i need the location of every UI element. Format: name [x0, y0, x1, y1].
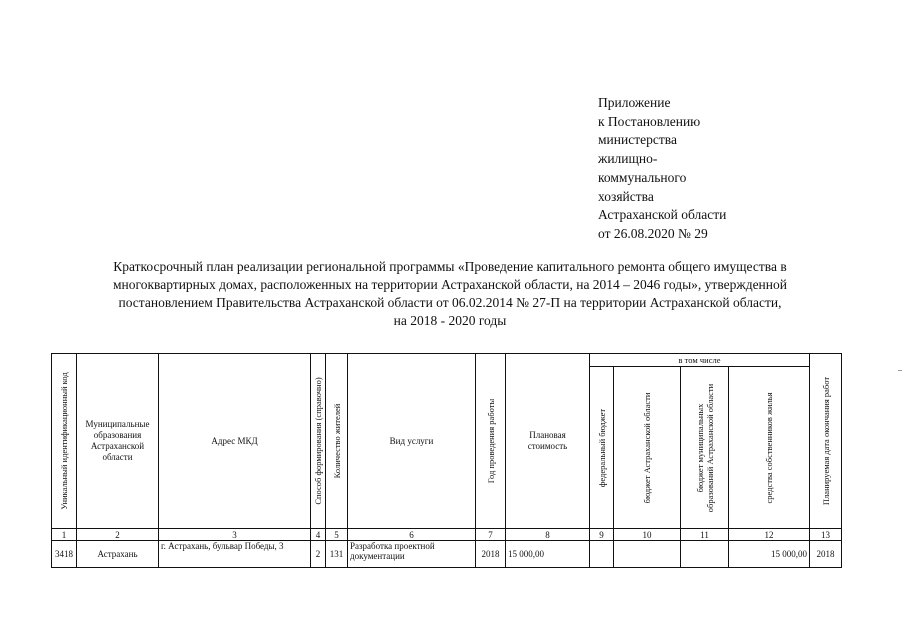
header-row — [52, 354, 842, 367]
cell-owners: 15 000,00 — [729, 541, 810, 568]
column-number: 9 — [590, 529, 614, 541]
header-end-date: Планируемая дата окончания работ — [810, 354, 842, 529]
column-number-row — [52, 529, 842, 541]
header-code: Уникальный идентификационный код — [52, 354, 77, 529]
header-regional: бюджет Астраханской области — [614, 367, 681, 529]
cell-regional — [614, 541, 681, 568]
appendix-line: министерства — [598, 132, 677, 148]
header-municipality: Муниципальные образования Астраханской области — [77, 354, 159, 529]
column-number: 13 — [810, 529, 842, 541]
column-number: 3 — [159, 529, 311, 541]
header-residents: Количество жителей — [326, 354, 348, 529]
cell-year: 2018 — [476, 541, 506, 568]
appendix-line: от 26.08.2020 № 29 — [598, 225, 708, 241]
appendix-line: Астраханской области — [598, 207, 727, 223]
cell-method: 2 — [311, 541, 326, 568]
appendix-line: к Постановлению — [598, 113, 701, 129]
column-number: 5 — [326, 529, 348, 541]
plan-table — [51, 353, 842, 568]
header-year: Год проведения работы — [476, 354, 506, 529]
cell-municipality: Астрахань — [77, 541, 159, 568]
appendix-line: хозяйства — [598, 188, 654, 204]
cell-code: 3418 — [52, 541, 77, 568]
column-number: 11 — [681, 529, 729, 541]
column-number: 12 — [729, 529, 810, 541]
header-method: Способ формирования (справочно) — [311, 354, 326, 529]
cell-residents: 131 — [326, 541, 348, 568]
header-service: Вид услуги — [348, 354, 476, 529]
cell-federal — [590, 541, 614, 568]
cell-cost: 15 000,00 — [506, 541, 590, 568]
cell-service: Разработка проектной документации — [348, 541, 476, 568]
appendix-line: Приложение — [598, 95, 671, 110]
appendix-line: жилищно- — [598, 151, 658, 167]
column-number: 2 — [77, 529, 159, 541]
header-owners: средства собственников жилья — [729, 367, 810, 529]
column-number: 1 — [52, 529, 77, 541]
scan-mark — [898, 370, 902, 371]
header-municipal: бюджет муниципальных образований Астраханской области — [681, 367, 729, 529]
title-line: многоквартирных домах, расположенных на территории Астраханской области, на 2014 – 2046 годы», утвержденной — [113, 277, 787, 292]
appendix-block — [598, 94, 798, 244]
title-line: Краткосрочный план реализации региональной программы «Проведение капитального ремонта общего имущества в — [113, 259, 787, 274]
header-cost: Плановая стоимость — [506, 354, 590, 529]
column-number: 10 — [614, 529, 681, 541]
document-title — [45, 258, 855, 330]
table-row — [52, 541, 842, 568]
column-number: 7 — [476, 529, 506, 541]
cell-municipal — [681, 541, 729, 568]
cell-end-date: 2018 — [810, 541, 842, 568]
header-address: Адрес МКД — [159, 354, 311, 529]
header-federal: федеральный бюджет — [590, 367, 614, 529]
column-number: 8 — [506, 529, 590, 541]
cell-address: г. Астрахань, бульвар Победы, 3 — [159, 541, 311, 568]
column-number: 6 — [348, 529, 476, 541]
header-group: в том числе — [590, 354, 810, 367]
appendix-line: коммунального — [598, 169, 687, 185]
title-line: постановлением Правительства Астраханской области от 06.02.2014 № 27-П на территории Астраханской области, — [118, 295, 782, 310]
title-line: на 2018 - 2020 годы — [393, 313, 507, 328]
column-number: 4 — [311, 529, 326, 541]
